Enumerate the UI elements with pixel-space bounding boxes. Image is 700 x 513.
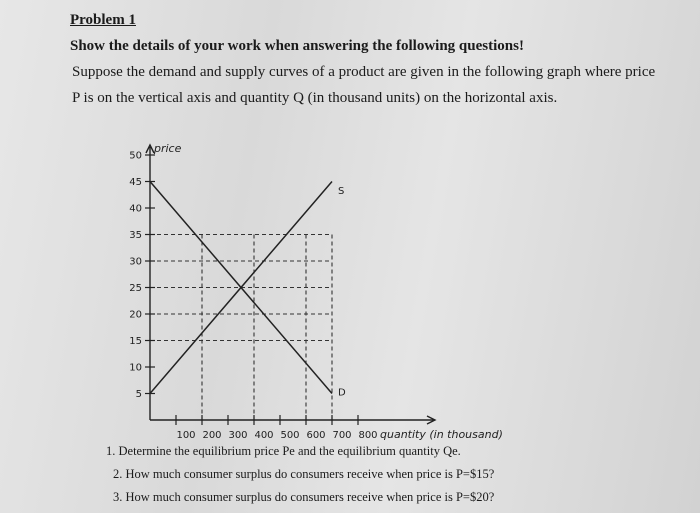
x-tick-label-500: 500 bbox=[280, 430, 300, 441]
x-tick-label-600: 600 bbox=[306, 430, 326, 441]
demand-label: D bbox=[338, 387, 346, 399]
y-tick-label-15: 15 bbox=[129, 336, 142, 347]
chart-axes bbox=[145, 145, 435, 425]
y-tick-label-5: 5 bbox=[135, 389, 142, 400]
question-1: 1. Determine the equilibrium price Pe and the equilibrium quantity Qe. bbox=[106, 444, 461, 458]
chart-labels bbox=[129, 142, 503, 441]
y-tick-label-50: 50 bbox=[129, 150, 142, 162]
question-3: 3. How much consumer surplus do consumers receive when price is P=$20? bbox=[113, 490, 495, 504]
x-tick-label-400: 400 bbox=[254, 430, 274, 441]
y-tick-label-30: 30 bbox=[129, 256, 142, 268]
y-tick-label-40: 40 bbox=[129, 203, 142, 215]
y-tick-label-35: 35 bbox=[129, 230, 142, 241]
y-tick-label-20: 20 bbox=[129, 309, 142, 321]
x-tick-label-300: 300 bbox=[228, 430, 248, 441]
y-tick-label-10: 10 bbox=[129, 362, 142, 374]
intro-line-1: Suppose the demand and supply curves of a product are given in the following graph where price bbox=[72, 64, 656, 80]
y-tick-label-25: 25 bbox=[129, 283, 142, 294]
y-tick-label-45: 45 bbox=[129, 177, 142, 188]
x-tick-label-700: 700 bbox=[332, 430, 352, 441]
x-tick-label-100: 100 bbox=[176, 430, 196, 441]
instruction-text: Show the details of your work when answering the following questions! bbox=[70, 38, 524, 54]
x-tick-label-200: 200 bbox=[202, 430, 222, 441]
problem-heading: Problem 1 bbox=[70, 12, 136, 28]
supply-label: S bbox=[338, 186, 345, 198]
question-2: 2. How much consumer surplus do consumers receive when price is P=$15? bbox=[113, 467, 495, 481]
intro-line-2: P is on the vertical axis and quantity Q (in thousand units) on the horizontal axis. bbox=[72, 90, 558, 106]
x-tick-label-800: 800 bbox=[358, 430, 378, 441]
y-axis-title: price bbox=[154, 142, 182, 155]
x-axis-title: quantity (in thousand) bbox=[380, 428, 503, 441]
dashed-gridlines bbox=[150, 235, 332, 421]
